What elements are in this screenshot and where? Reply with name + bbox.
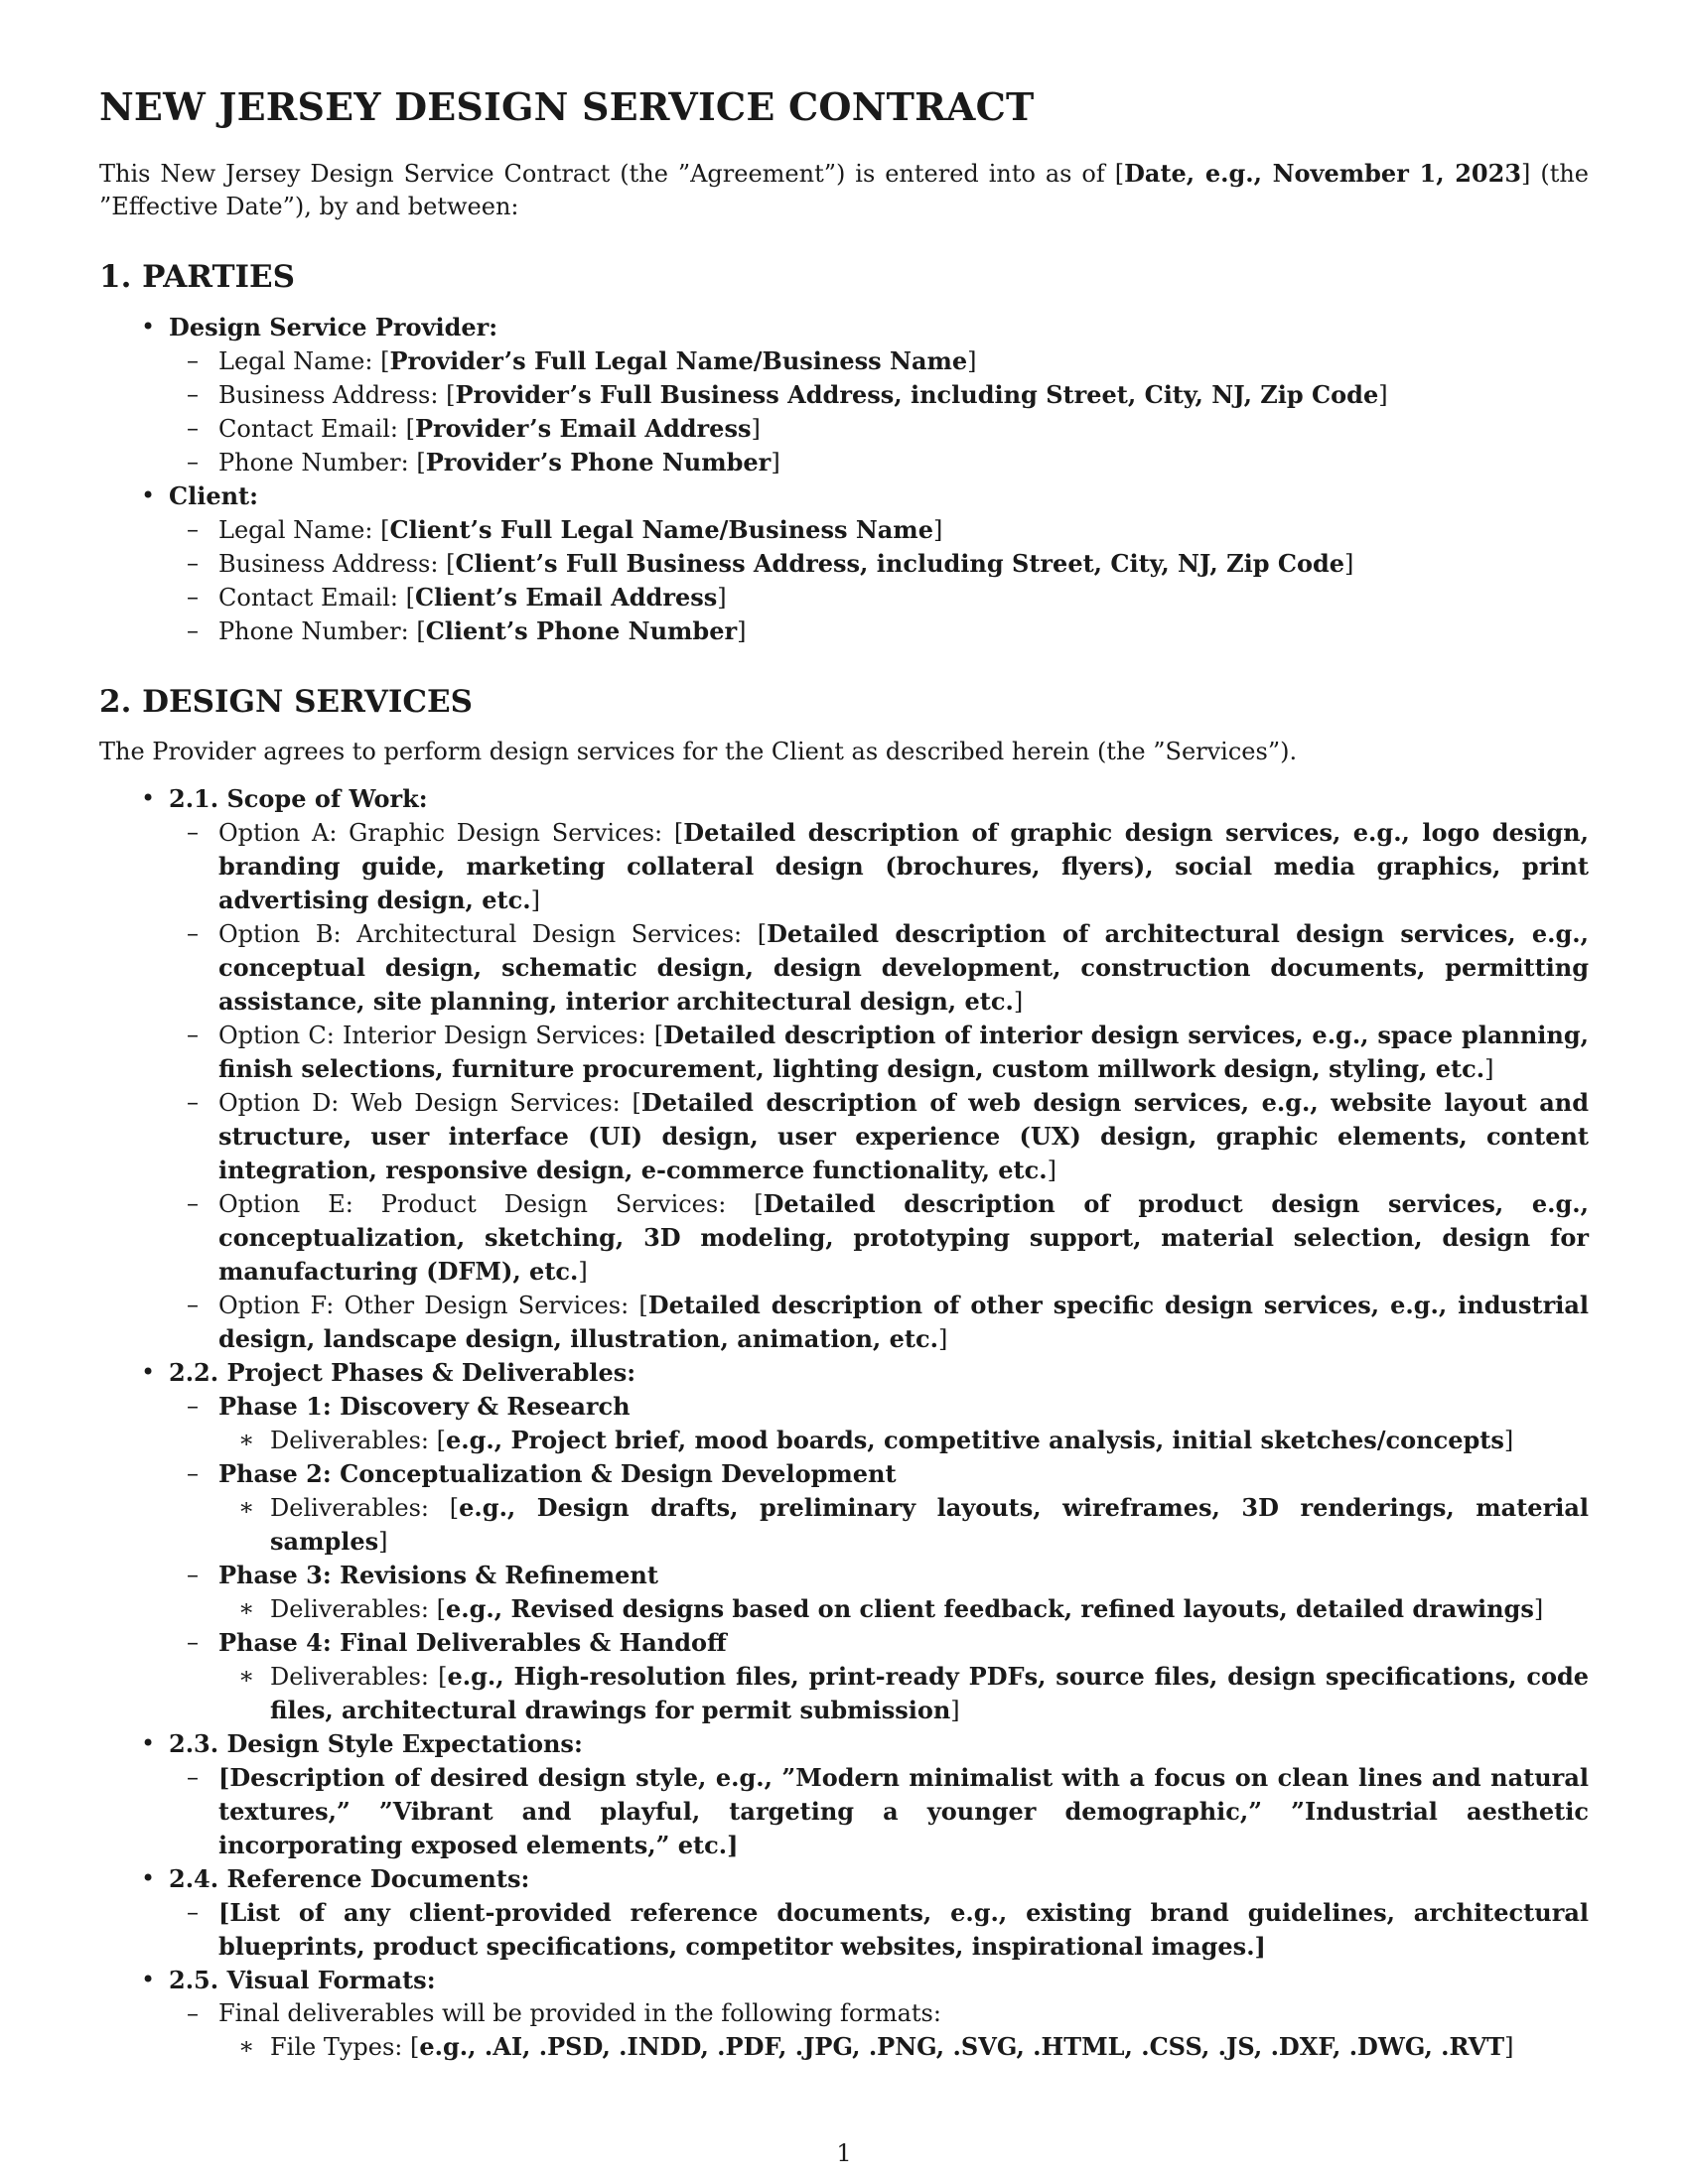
- services-intro: The Provider agrees to perform design services for the Client as described herein (the ”Services”).: [99, 738, 1298, 765]
- list-item: [99, 1356, 1589, 1727]
- list-item: [99, 782, 1589, 1356]
- list-item: – Phase 2: Conceptualization & Design Development ∗ Deliverables: [e.g., Design drafts, preliminary layouts, wireframes, 3D renderings, material samples]: [159, 1457, 1589, 1559]
- list-item: – Phase 1: Discovery & Research ∗ Deliverables: [e.g., Project brief, mood boards, competitive analysis, initial sketches/concepts]: [159, 1390, 1589, 1457]
- section-heading-parties: 1. PARTIES: [99, 259, 296, 295]
- list-item: – Option A: Graphic Design Services: [Detailed description of graphic design services, e.g., logo design, branding guide, marketing collateral design (brochures, flyers), social media graphics, print advertising design, etc.]: [159, 816, 1589, 917]
- list-item: [99, 1862, 1589, 1964]
- list-item: [99, 311, 1589, 479]
- list-item: – Option B: Architectural Design Services: [Detailed description of architectural design services, e.g., conceptual design, schematic design, design development, construction documents, permitting assistance, site planning, interior architectural design, etc.]: [159, 917, 1589, 1019]
- list-item: – Final deliverables will be provided in the following formats: ∗ File Types: [e.g., .AI, .PSD, .INDD, .PDF, .JPG, .PNG, .SVG, .HTML, .CSS, .JS, .DXF, .DWG, .RVT]: [159, 1997, 1589, 2064]
- list-item: [99, 479, 1589, 648]
- visual-formats-label: 2.5. Visual Formats:: [169, 1966, 436, 1994]
- list-item: [99, 1964, 1589, 2064]
- provider-label: Design Service Provider:: [169, 313, 498, 341]
- client-label: Client:: [169, 481, 258, 510]
- list-item: – Business Address: [Client’s Full Business Address, including Street, City, NJ, Zip Code]: [159, 547, 1589, 581]
- list-item: – Option E: Product Design Services: [Detailed description of product design services, e.g., conceptualization, sketching, 3D modeling, prototyping support, material selection, design for manufacturing (DFM), etc.]: [159, 1187, 1589, 1289]
- parties-list: [99, 311, 1589, 648]
- list-item: – Option F: Other Design Services: [Detailed description of other specific design services, e.g., industrial design, landscape design, illustration, animation, etc.]: [159, 1289, 1589, 1356]
- list-item: – [List of any client-provided reference documents, e.g., existing brand guidelines, architectural blueprints, product specifications, competitor websites, inspirational images.]: [159, 1896, 1589, 1964]
- section-heading-design-services: 2. DESIGN SERVICES: [99, 684, 474, 720]
- phases-label: 2.2. Project Phases & Deliverables:: [169, 1358, 636, 1387]
- intro-paragraph: This New Jersey Design Service Contract (the ”Agreement”) is entered into as of [Date, e.g., November 1, 2023] (the ”Effective Date”), by and between:: [99, 159, 1589, 220]
- effective-date: Date, e.g., November 1, 2023: [1124, 159, 1522, 188]
- reference-label: 2.4. Reference Documents:: [169, 1864, 530, 1893]
- list-item: – Legal Name: [Client’s Full Legal Name/Business Name]: [159, 513, 1589, 547]
- list-item: – Legal Name: [Provider’s Full Legal Name/Business Name]: [159, 344, 1589, 378]
- list-item: – Phase 4: Final Deliverables & Handoff ∗ Deliverables: [e.g., High-resolution files, print-ready PDFs, source files, design specifications, code files, architectural drawings for permit submission]: [159, 1626, 1589, 1727]
- list-item: ∗ Deliverables: [e.g., Revised designs based on client feedback, refined layouts, detailed drawings]: [209, 1592, 1589, 1626]
- list-item: ∗ Deliverables: [e.g., Project brief, mood boards, competitive analysis, initial sketches/concepts]: [209, 1424, 1589, 1457]
- list-item: – Phase 3: Revisions & Refinement ∗ Deliverables: [e.g., Revised designs based on client feedback, refined layouts, detailed drawings]: [159, 1559, 1589, 1626]
- page-number: 1: [836, 2139, 852, 2167]
- list-item: ∗ Deliverables: [e.g., High-resolution files, print-ready PDFs, source files, design specifications, code files, architectural drawings for permit submission]: [209, 1660, 1589, 1727]
- list-item: – Business Address: [Provider’s Full Business Address, including Street, City, NJ, Zip Code]: [159, 378, 1589, 412]
- list-item: ∗ File Types: [e.g., .AI, .PSD, .INDD, .PDF, .JPG, .PNG, .SVG, .HTML, .CSS, .JS, .DXF, .DWG, .RVT]: [209, 2030, 1589, 2064]
- list-item: – Phone Number: [Client’s Phone Number]: [159, 614, 1589, 648]
- list-item: [99, 1727, 1589, 1862]
- scope-label: 2.1. Scope of Work:: [169, 784, 428, 813]
- list-item: – Option C: Interior Design Services: [Detailed description of interior design services, e.g., space planning, finish selections, furniture procurement, lighting design, custom millwork design, styling, etc.]: [159, 1019, 1589, 1086]
- list-item: – [Description of desired design style, e.g., ”Modern minimalist with a focus on clean lines and natural textures,” ”Vibrant and playful, targeting a younger demographic,” ”Industrial aesthetic incorporating exposed elements,” etc.]: [159, 1761, 1589, 1862]
- list-item: – Option D: Web Design Services: [Detailed description of web design services, e.g., website layout and structure, user interface (UI) design, user experience (UX) design, graphic elements, content integration, responsive design, e-commerce functionality, etc.]: [159, 1086, 1589, 1187]
- list-item: ∗ Deliverables: [e.g., Design drafts, preliminary layouts, wireframes, 3D renderings, material samples]: [209, 1491, 1589, 1559]
- services-list: [99, 782, 1589, 2064]
- document-title: NEW JERSEY DESIGN SERVICE CONTRACT: [99, 84, 1035, 129]
- style-label: 2.3. Design Style Expectations:: [169, 1729, 583, 1758]
- list-item: – Contact Email: [Provider’s Email Address]: [159, 412, 1589, 446]
- contract-page: [99, 84, 1589, 2064]
- list-item: – Contact Email: [Client’s Email Address]: [159, 581, 1589, 614]
- list-item: – Phone Number: [Provider’s Phone Number]: [159, 446, 1589, 479]
